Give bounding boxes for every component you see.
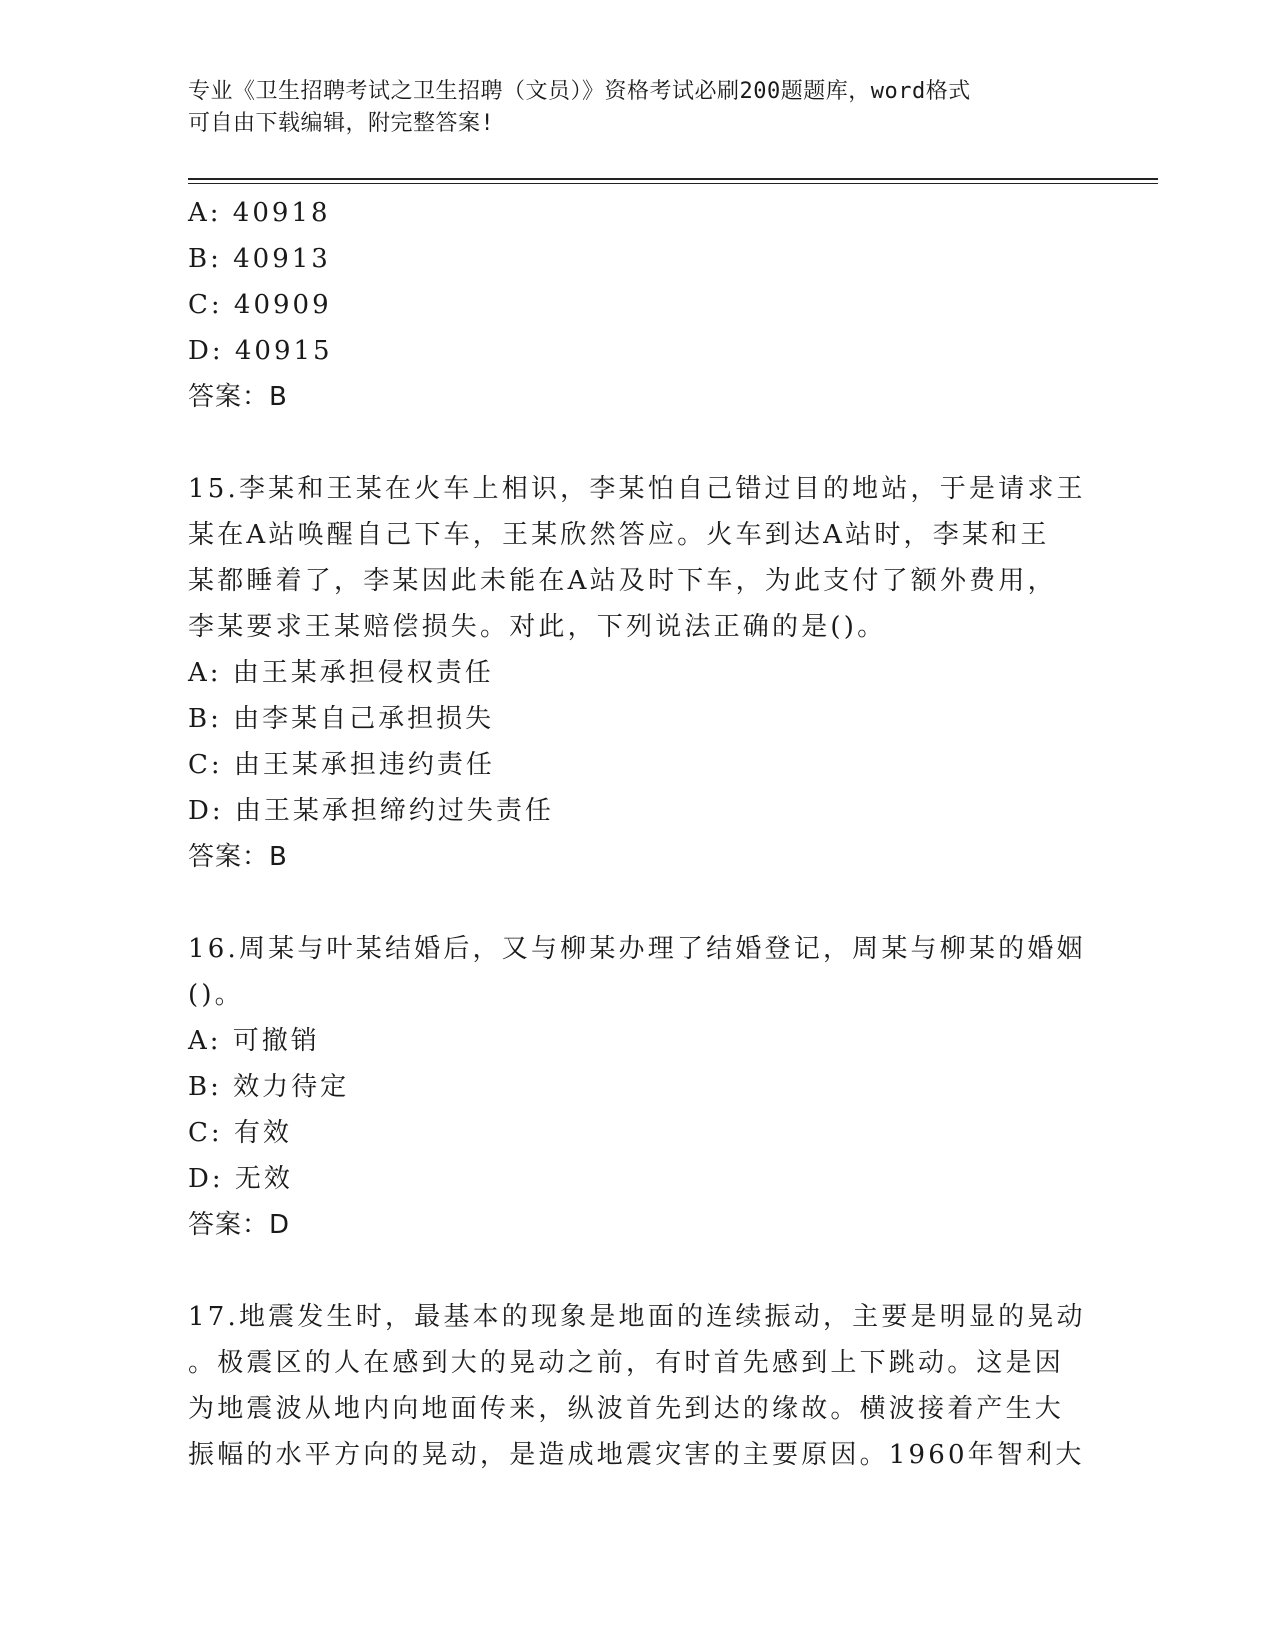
option-c: C: 40909: [188, 290, 332, 320]
question-16: [188, 926, 1088, 1248]
question-stem: [188, 1294, 1088, 1478]
stem-line: 某在A站唤醒自己下车，王某欣然答应。火车到达A站时，李某和王: [188, 520, 1050, 550]
answer-line: 答案：D: [188, 1210, 291, 1240]
spacer: [188, 420, 1088, 466]
option-c: C: 有效: [188, 1118, 292, 1148]
spacer: [188, 880, 1088, 926]
option-a: A: 可撤销: [188, 1026, 320, 1056]
answer-line: 答案：B: [188, 382, 288, 412]
stem-line: 15.李某和王某在火车上相识，李某怕自己错过目的地站，于是请求王: [188, 474, 1086, 504]
question-stem: [188, 466, 1088, 650]
question-17: [188, 1294, 1088, 1478]
answer-line: 答案：B: [188, 842, 288, 872]
header-title-line-2: 可自由下载编辑，附完整答案!: [188, 111, 495, 136]
option-d: D: 由王某承担缔约过失责任: [188, 796, 554, 826]
document-header: [188, 76, 1088, 140]
header-title-line-1: 专业《卫生招聘考试之卫生招聘（文员）》资格考试必刷200题题库，word格式: [188, 79, 971, 104]
option-b: B: 40913: [188, 244, 331, 274]
option-c: C: 由王某承担违约责任: [188, 750, 495, 780]
option-a: A: 由王某承担侵权责任: [188, 658, 494, 688]
stem-line: 振幅的水平方向的晃动，是造成地震灾害的主要原因。1960年智利大: [188, 1440, 1085, 1470]
option-d: D: 40915: [188, 336, 333, 366]
option-b: B: 由李某自己承担损失: [188, 704, 495, 734]
question-stem: [188, 926, 1088, 1018]
option-d: D: 无效: [188, 1164, 293, 1194]
question-15: [188, 466, 1088, 880]
stem-line: 17.地震发生时，最基本的现象是地面的连续振动，主要是明显的晃动: [188, 1302, 1086, 1332]
header-divider: [188, 178, 1158, 180]
stem-line: 16.周某与叶某结婚后，又与柳某办理了结婚登记，周某与柳某的婚姻: [188, 934, 1086, 964]
stem-line: 。极震区的人在感到大的晃动之前，有时首先感到上下跳动。这是因: [188, 1348, 1065, 1378]
option-a: A: 40918: [188, 198, 331, 228]
stem-line: 李某要求王某赔偿损失。对此，下列说法正确的是()。: [188, 612, 887, 642]
stem-line: 为地震波从地内向地面传来，纵波首先到达的缘故。横波接着产生大: [188, 1394, 1065, 1424]
document-body: [188, 190, 1088, 1478]
option-b: B: 效力待定: [188, 1072, 350, 1102]
question-14: [188, 190, 1088, 420]
stem-line: ()。: [188, 980, 244, 1010]
header-divider-thin: [188, 183, 1158, 184]
stem-line: 某都睡着了，李某因此未能在A站及时下车，为此支付了额外费用，: [188, 566, 1057, 596]
spacer: [188, 1248, 1088, 1294]
